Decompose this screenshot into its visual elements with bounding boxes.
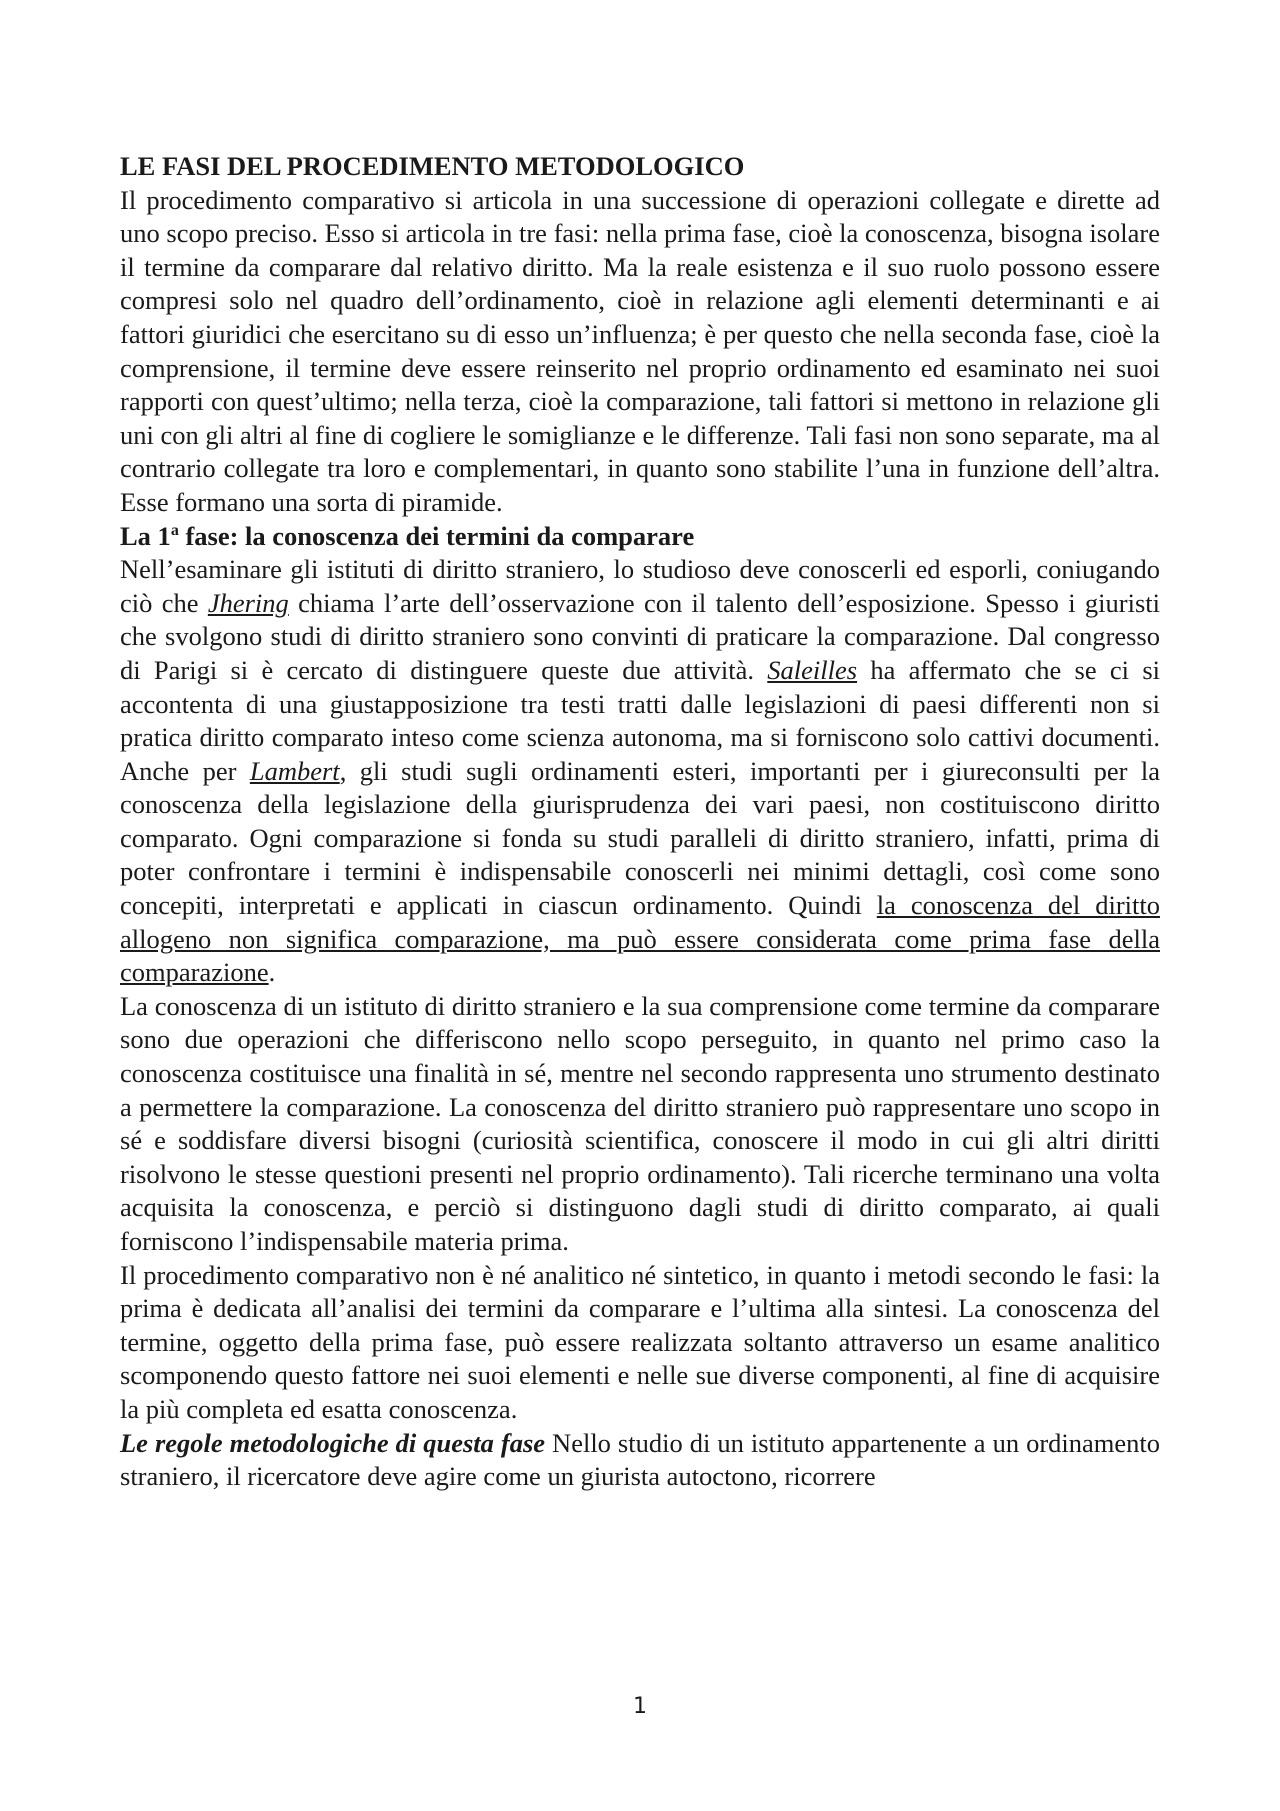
author-name-lambert: Lambert	[249, 755, 340, 786]
document-body	[120, 150, 1160, 1494]
intro-paragraph: Il procedimento comparativo si articola in una successione di operazioni collegate e dirette ad uno scopo preciso. Esso si articola in tre fasi: nella prima fase, cioè la conoscenza, bisogna isolare il termine da comparare dal relativo diritto. Ma la reale esistenza e il suo ruolo possono essere compresi solo nel quadro dell’ordinamento, cioè in relazione agli elementi determinanti e ai fattori giuridici che esercitano su di esso un’influenza; è per questo che nella seconda fase, cioè la comprensione, il termine deve essere reinserito nel proprio ordinamento ed esaminato nei suoi rapporti con quest’ultimo; nella terza, cioè la comparazione, tali fattori si mettono in relazione gli uni con gli altri al fine di cogliere le somiglianze e le differenze. Tali fasi non sono separate, ma al contrario collegate tra loro e complementari, in quanto sono stabilite l’una in funzione dell’altra. Esse formano una sorta di piramide.	[120, 184, 1160, 517]
paragraph-text: , gli studi sugli ordinamenti esteri, importanti per i giureconsulti per la conoscenza della legislazione della giurisprudenza dei vari paesi, non costituiscono diritto comparato. Ogni comparazione si fonda su studi paralleli di diritto straniero, infatti, prima di poter confrontare i termini è indispensabile conoscerli nei minimi dettagli, così come sono concepiti, interpretati e applicati in ciascun ordinamento. Quindi	[120, 755, 1160, 921]
paragraph-analytic: Il procedimento comparativo non è né analitico né sintetico, in quanto i metodi secondo le fasi: la prima è dedicata all’analisi dei termini da comparare e l’ultima alla sintesi. La conoscenza del termine, oggetto della prima fase, può essere realizzata soltanto attraverso un esame analitico scomponendo questo fattore nei suoi elementi e nelle sue diverse componenti, al fine di acquisire la più completa ed esatta conoscenza.	[120, 1259, 1160, 1424]
underlined-statement: la conoscenza del diritto allogeno non significa comparazione, ma può essere considerata come prima fase della comparazione	[120, 890, 1160, 988]
paragraph-text: Nello studio di un istituto appartenente a un ordinamento straniero, il ricercatore deve agire come un giurista autoctono, ricorrere	[120, 1427, 1161, 1492]
inline-heading-rules: Le regole metodologiche di questa fase	[120, 1427, 546, 1458]
author-name-saleilles: Saleilles	[767, 654, 858, 685]
paragraph-text: .	[268, 957, 276, 988]
section-heading-rest: fase: la conoscenza dei termini da comparare	[178, 520, 695, 551]
paragraph-text: ha affermato che se ci si accontenta di una giustapposizione tra testi tratti dalle legislazioni di paesi differenti non si pratica diritto comparato inteso come scienza autonoma, ma si forniscono solo cattivi documenti. Anche per	[120, 654, 1160, 786]
section-heading-first-phase	[120, 520, 1160, 554]
paragraph-knowledge	[120, 553, 1160, 990]
paragraph-comprehension: La conoscenza di un istituto di diritto straniero e la sua comprensione come termine da comparare sono due operazioni che differiscono nello scopo perseguito, in quanto nel primo caso la conoscenza costituisce una finalità in sé, mentre nel secondo rappresenta uno strumento destinato a permettere la comparazione. La conoscenza del diritto straniero può rappresentare uno scopo in sé e soddisfare diversi bisogni (curiosità scientifica, conoscere il modo in cui gli altri diritti risolvono le stesse questioni presenti nel proprio ordinamento). Tali ricerche terminano una volta acquisita la conoscenza, e perciò si distinguono dagli studi di diritto comparato, ai quali forniscono l’indispensabile materia prima.	[120, 990, 1160, 1256]
paragraph-rules	[120, 1427, 1160, 1494]
section-heading-prefix: La 1	[120, 520, 171, 551]
document-title: LE FASI DEL PROCEDIMENTO METODOLOGICO	[120, 151, 745, 181]
section-heading-superscript: a	[170, 521, 179, 539]
paragraph-text: chiama l’arte dell’osservazione con il talento dell’esposizione. Spesso i giuristi che svolgono studi di diritto straniero sono convinti di praticare la comparazione. Dal congresso di Parigi si è cercato di distinguere queste due attività.	[120, 587, 1160, 685]
author-name-jhering: Jhering	[207, 587, 289, 618]
page-number: 1	[633, 1694, 647, 1719]
paragraph-text: Nell’esaminare gli istituti di diritto straniero, lo studioso deve conoscerli ed esporli, coniugando ciò che	[120, 554, 1160, 618]
